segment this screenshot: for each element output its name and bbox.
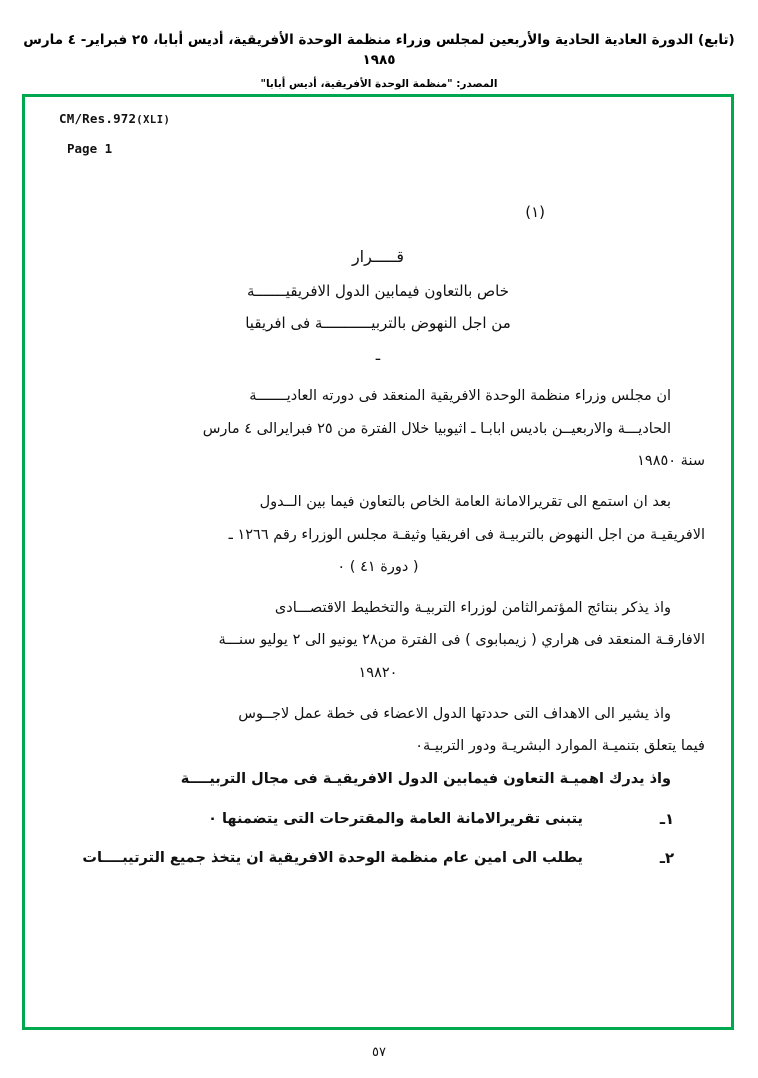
scanned-page-frame bbox=[22, 94, 734, 1030]
paragraph-5: الافريقيـة من اجل النهوض بالتربيـة فى افريقيا وثيقـة مجلس الوزراء رقم ١٢٦٦ ـ bbox=[228, 526, 705, 543]
document-body bbox=[51, 203, 705, 875]
list-item bbox=[51, 804, 705, 836]
document-page-label: Page 1 bbox=[67, 141, 113, 156]
document-reference-number: .972 bbox=[105, 111, 137, 126]
paragraph-9: ١٩٨٢٠ bbox=[358, 665, 398, 681]
header-source: المصدر: "منظمة الوحدة الأفريقية، أديس أبابا" bbox=[260, 77, 498, 90]
paragraph-4: بعد ان استمع الى تقريرالامانة العامة الخاص بالتعاون فيما بين الــدول bbox=[259, 493, 671, 510]
list-item-number: ٢ـ bbox=[659, 849, 675, 867]
spacer bbox=[51, 690, 705, 698]
title-rule: ـ bbox=[375, 346, 381, 364]
document-reference-session: (XLI) bbox=[136, 114, 171, 126]
list-item-text: يطلب الى امين عام منظمة الوحدة الافريقية ان يتخذ جميع الترتيبــــات bbox=[82, 850, 583, 866]
paragraph-6: ( دورة ٤١ ) ٠ bbox=[337, 559, 419, 576]
paragraph-8: الافارقـة المنعقد فى هراري ( زيمبابوى ) فى الفترة من٢٨ يونيو الى ٢ يوليو سنـــة bbox=[218, 632, 705, 649]
resolution-title-word: قـــــرار bbox=[351, 247, 405, 266]
paragraph-bold: واذ يدرك اهميـة التعاون فيمابين الدول الافريقيـة فى مجال التربيــــة bbox=[180, 770, 671, 787]
spacer bbox=[51, 584, 705, 592]
document-reference-prefix: CM/Res bbox=[59, 111, 106, 126]
paragraph-10: واذ يشير الى الاهداف التى حددتها الدول الاعضاء فى خطة عمل لاجــوس bbox=[238, 705, 671, 722]
list-item-number: ١ـ bbox=[659, 809, 675, 828]
resolution-title-line-1: خاص بالتعاون فيمابين الدول الافريقيـــــــة bbox=[246, 282, 510, 300]
list-item-text: يتبنى تقريرالامانة العامة والمقترحات التى يتضمنها ٠ bbox=[208, 810, 583, 827]
footer-page-number: ٥٧ bbox=[372, 1045, 386, 1060]
document-item-number: (١) bbox=[525, 203, 545, 221]
resolution-title-line-2: من اجل النهوض بالتربيـــــــــــة فى افريقيا bbox=[245, 314, 511, 332]
paragraph-11: فيما يتعلق بتنميـة الموارد البشريـة ودور التربيـة٠ bbox=[415, 738, 705, 755]
paragraph-2: الحاديـــة والاربعيــن باديس ابابـا ـ اثيوبيا خلال الفترة من ٢٥ فبرايرالى ٤ مارس bbox=[202, 420, 671, 437]
resolution-title-block bbox=[51, 247, 705, 364]
document-reference bbox=[59, 111, 170, 126]
list-item bbox=[51, 843, 705, 875]
paragraph-7: واذ يذكر بنتائج المؤتمرالثامن لوزراء التربيـة والتخطيط الاقتصـــادى bbox=[274, 599, 671, 616]
paragraph-1: ان مجلس وزراء منظمة الوحدة الافريقية المنعقد فى دورته العاديـــــــة bbox=[249, 388, 671, 404]
spacer bbox=[51, 478, 705, 486]
paragraph-3: سنة ١٩٨٥٠ bbox=[637, 453, 705, 470]
header-title: (تابع) الدورة العادية الحادية والأربعين لمجلس وزراء منظمة الوحدة الأفريقية، أديس أبابا، ٢٥ فبراير- ٤ مارس ١٩٨٥ bbox=[23, 32, 735, 69]
page-header bbox=[0, 30, 758, 90]
